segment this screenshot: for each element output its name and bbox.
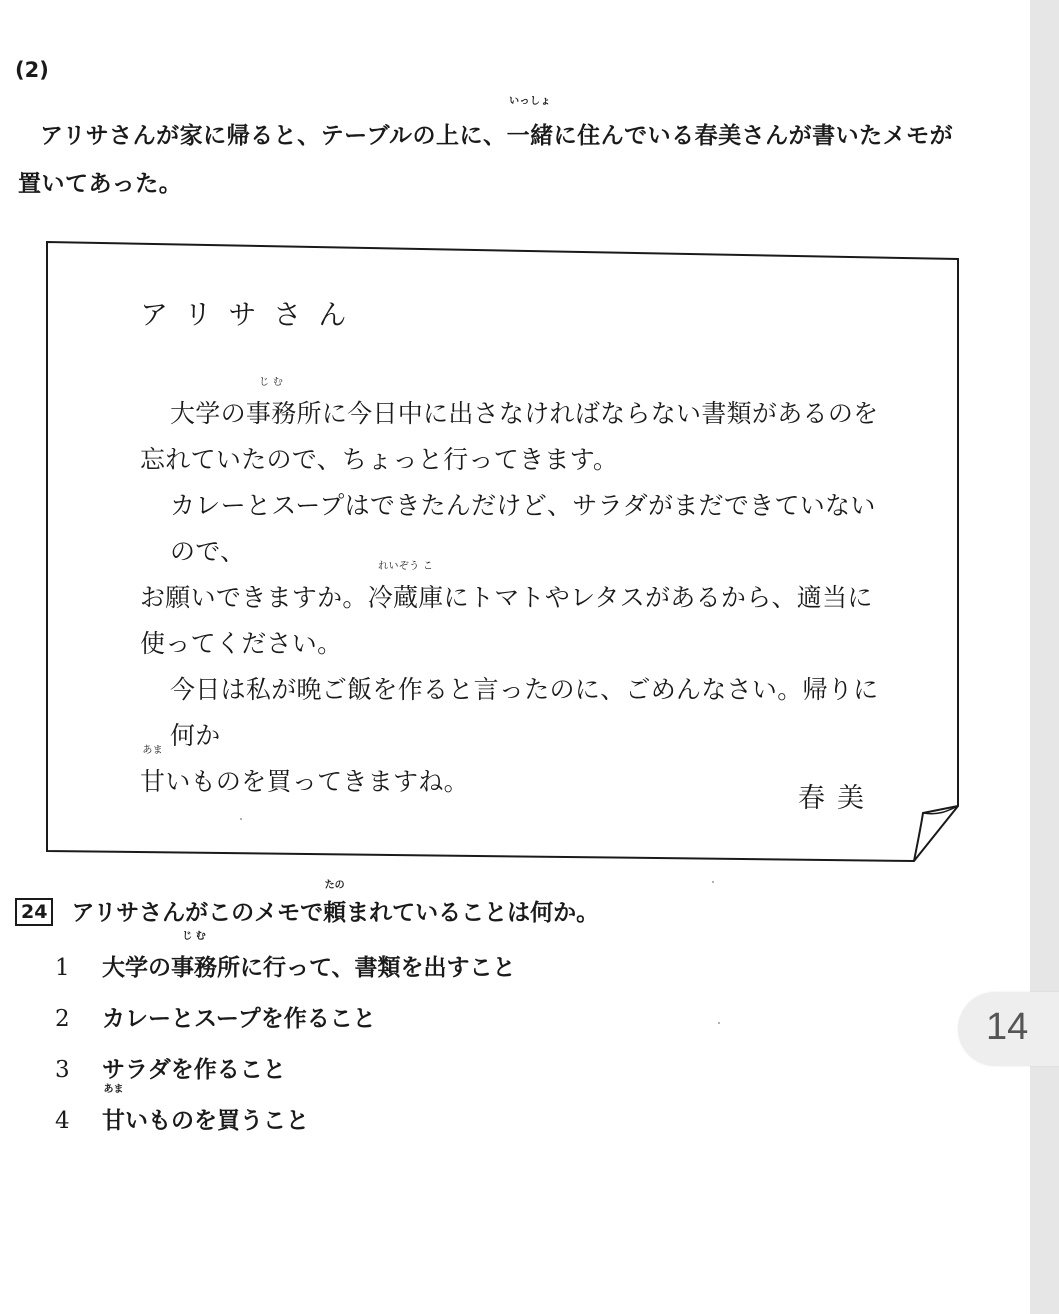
intro-text: [18, 96, 1018, 208]
ruby-reizouko: れいぞう こ 冷蔵庫: [367, 561, 444, 612]
memo-line: 今日は私が晩ご飯を作ると言ったのに、ごめんなさい。帰りに何か: [170, 675, 879, 750]
scan-speck: [718, 1022, 720, 1024]
scan-speck: [712, 881, 714, 883]
ruby-isho: いっしょ 一緒: [506, 96, 554, 149]
question-24: 24 アリサさんがこのメモで たの 頼まれていることは何か。: [15, 894, 599, 927]
option-number: 4: [55, 1108, 70, 1134]
option-number: 3: [55, 1057, 70, 1083]
memo-line: 忘れていたので、ちょっと行ってきます。: [140, 445, 619, 474]
memo-addressee: アリサさん: [140, 298, 364, 331]
ruby-jimu: じ む 事務: [245, 377, 297, 428]
intro-line-1: アリサさんが家に帰ると、テーブルの上に、 いっしょ 一緒に住んでいる春美さんが書いたメモが: [18, 112, 1018, 160]
option-number: 2: [55, 1006, 70, 1032]
ruby-jimu: じ む 事務: [171, 931, 217, 981]
option-number: 1: [55, 955, 70, 981]
memo-body: [140, 377, 880, 805]
scan-speck: [240, 818, 242, 820]
answer-option-2[interactable]: 2 カレーとスープを作ること: [55, 996, 516, 1047]
intro-line-2: 置いてあった。: [18, 171, 183, 197]
page-indicator[interactable]: 14: [958, 992, 1059, 1066]
question-number-box: 24: [15, 898, 53, 926]
viewer-side-strip: [1030, 0, 1059, 1314]
memo-note: [46, 241, 958, 851]
question-number: (2): [15, 58, 49, 82]
ruby-ama: あま 甘: [140, 745, 166, 796]
ruby-ama: あま 甘: [102, 1084, 125, 1134]
answer-option-3[interactable]: 3 サラダを作ること: [55, 1047, 516, 1098]
memo-line: 大学の じ む 事務所に今日中に出さなければならない書類があるのを: [140, 391, 880, 437]
answer-options: [55, 931, 516, 1149]
answer-option-1[interactable]: 1 大学の じ む 事務所に行って、書類を出すこと: [55, 945, 516, 996]
memo-line: お願いできますか。 れいぞう こ 冷蔵庫にトマトやレタスがあるから、適当に: [140, 575, 880, 621]
memo-line: あま 甘いものを買ってきますね。: [140, 759, 880, 805]
answer-option-4[interactable]: 4 あま 甘いものを買うこと: [55, 1098, 516, 1149]
memo-signature: 春美: [798, 783, 876, 814]
ruby-tano: たの 頼: [323, 880, 347, 926]
memo-line: 使ってください。: [140, 629, 343, 658]
memo-line: カレーとスープはできたんだけど、サラダがまだできていないので、: [170, 491, 876, 566]
